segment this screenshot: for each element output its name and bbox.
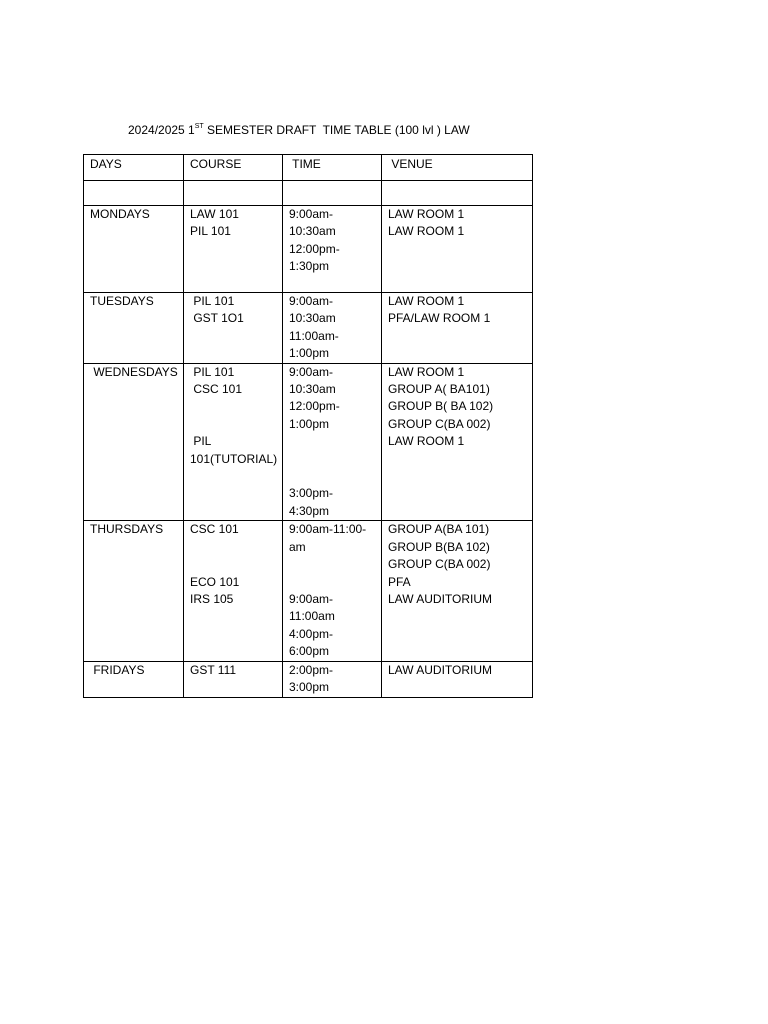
title-prefix: 2024/2025 1 [128,123,195,137]
header-venue-label: VENUE [388,157,433,171]
time-cell [283,293,382,364]
header-venue [382,155,533,181]
header-time-label: TIME [289,157,321,171]
course-text: CSC 101 ECO 101 IRS 105 [190,522,240,606]
venue-cell [382,521,533,661]
venue-text: LAW ROOM 1 LAW ROOM 1 [388,207,465,239]
days-text: THURSDAYS [90,522,164,537]
venue-text: LAW ROOM 1 PFA/LAW ROOM 1 [388,294,491,326]
table-header-row [84,155,533,181]
course-text: LAW 101 PIL 101 [190,207,239,239]
venue-text: GROUP A(BA 101) GROUP B(BA 102) GROUP C(BA 002) PFA LAW AUDITORIUM [388,522,493,606]
table-row [84,206,533,293]
days-text: MONDAYS [90,207,150,221]
timetable [83,154,533,698]
days-text: TUESDAYS [90,294,154,308]
days-cell [84,206,184,293]
course-text: GST 111 [190,662,237,677]
title-superscript: ST [194,123,204,130]
time-cell [283,363,382,521]
course-text: PIL 101 CSC 101 PIL 101(TUTORIAL) [190,364,278,466]
table-row [84,661,533,697]
venue-cell [382,206,533,293]
time-text: 2:00pm- 3:00pm [289,662,334,694]
header-course [184,155,283,181]
days-cell [84,661,184,697]
header-days [84,155,184,181]
table-blank-row [84,181,533,206]
venue-cell [382,363,533,521]
venue-text: LAW AUDITORIUM [388,662,493,677]
header-course-label: COURSE [190,157,242,171]
course-cell [184,363,283,521]
venue-cell [382,661,533,697]
time-text: 9:00am- 10:30am 12:00pm- 1:00pm 3:00pm- 4:30pm [289,364,340,518]
course-cell [184,293,283,364]
days-text: WEDNESDAYS [90,364,178,379]
days-cell [84,363,184,521]
days-cell [84,521,184,661]
page-title [128,122,470,138]
table-row [84,521,533,661]
time-text: 9:00am- 10:30am 11:00am- 1:00pm [289,294,339,361]
time-text: 9:00am-11:00- am 9:00am- 11:00am 4:00pm- 6:00pm [289,522,367,659]
blank-days-cell [84,181,184,206]
table-row [84,363,533,521]
title-suffix: SEMESTER DRAFT TIME TABLE (100 lvl ) LAW [203,123,470,137]
time-text: 9:00am- 10:30am 12:00pm- 1:30pm [289,207,340,274]
days-text: FRIDAYS [90,662,145,677]
table-row [84,293,533,364]
time-cell [283,206,382,293]
time-cell [283,661,382,697]
course-cell [184,521,283,661]
venue-cell [382,293,533,364]
blank-venue-cell [382,181,533,206]
days-cell [84,293,184,364]
time-cell [283,521,382,661]
blank-course-cell [184,181,283,206]
header-time [283,155,382,181]
header-days-label: DAYS [90,157,122,171]
course-cell [184,206,283,293]
course-text: PIL 101 GST 1O1 [193,294,244,326]
course-cell [184,661,283,697]
venue-text: LAW ROOM 1 GROUP A( BA101) GROUP B( BA 102) GROUP C(BA 002) LAW ROOM 1 [388,364,494,449]
blank-time-cell [283,181,382,206]
